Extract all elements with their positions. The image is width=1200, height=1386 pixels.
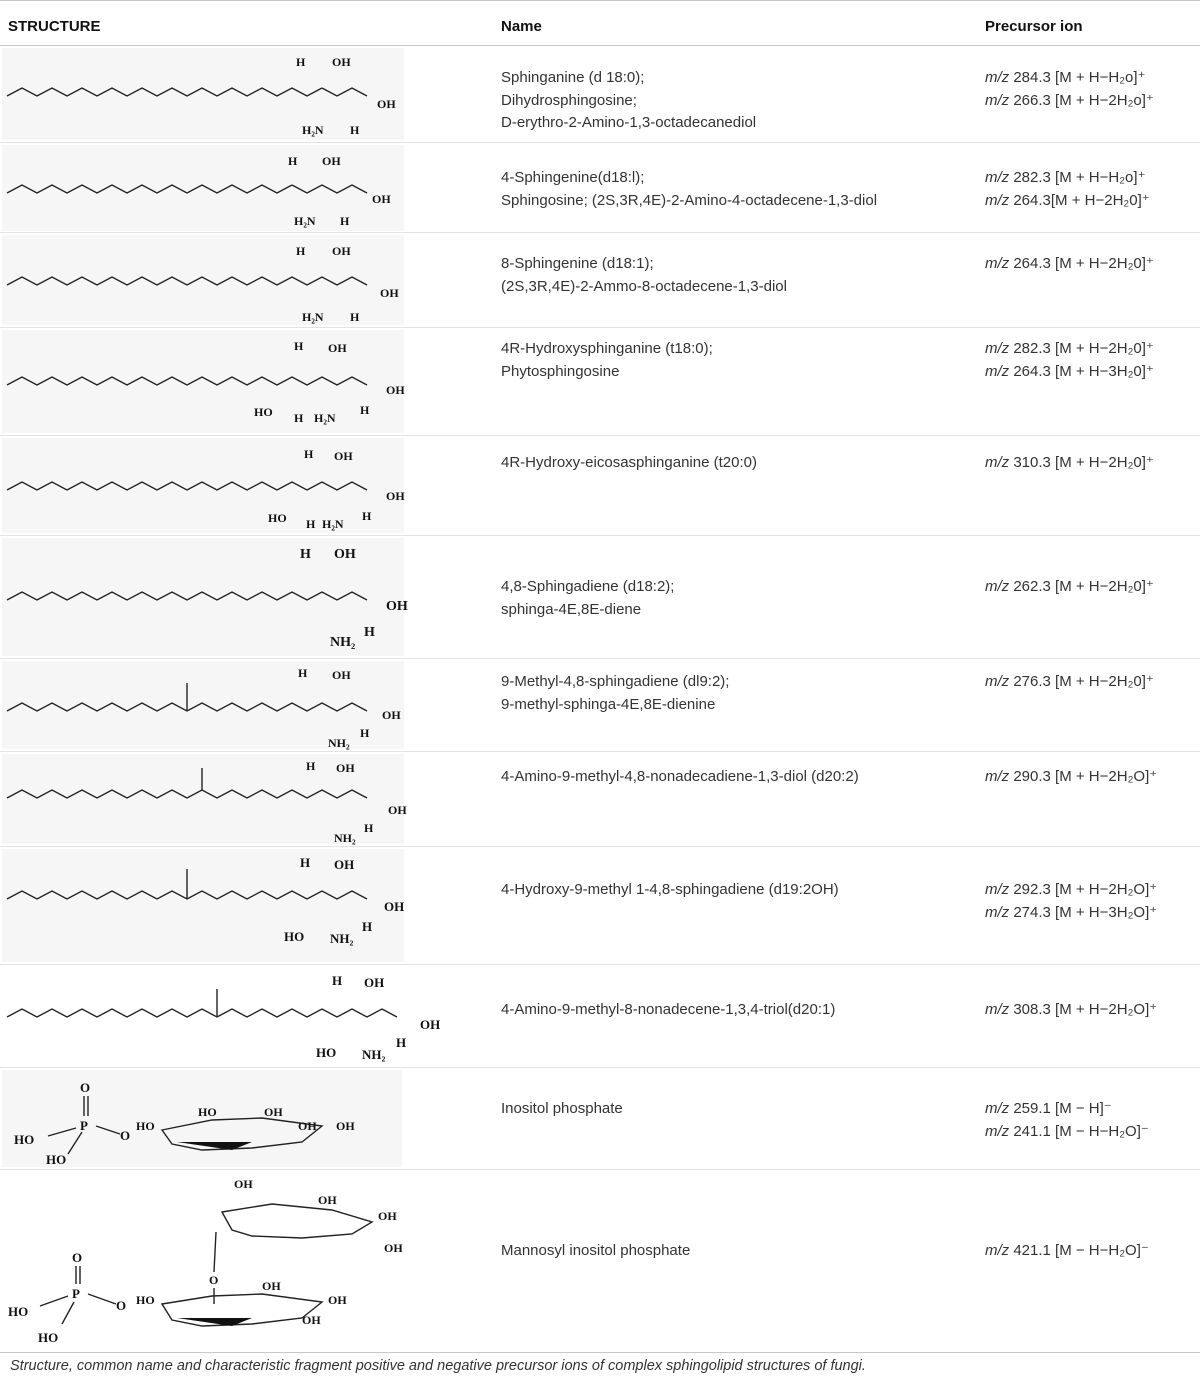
ho-label: HO xyxy=(284,929,305,944)
oh-label: OH xyxy=(318,1193,337,1207)
compound-name: 8-Sphingenine (d18:1); (2S,3R,4E)-2-Ammo-8-octadecene-1,3-diol xyxy=(501,255,787,295)
nh2-label: NH₂ xyxy=(328,736,350,750)
sphingosine-structure xyxy=(2,145,404,231)
oh-label: OH xyxy=(386,489,405,503)
structure-image xyxy=(2,1172,422,1348)
structure-image xyxy=(2,48,404,140)
ho-label: HO xyxy=(46,1152,67,1167)
oh-label: OH xyxy=(377,97,396,111)
hydroxy-methyl-sphingadiene-structure xyxy=(2,849,404,962)
table-header xyxy=(0,0,1200,46)
h-label: H xyxy=(360,403,370,417)
structure-image xyxy=(2,145,404,231)
ho-label: HO xyxy=(14,1132,35,1147)
nh2-label: NH₂ xyxy=(362,1047,386,1062)
h-label: H xyxy=(296,244,306,258)
precursor-ions: m/z 308.3 [M + H−2H₂O]⁺ xyxy=(985,1001,1158,1018)
structure-image xyxy=(2,754,407,845)
table-row xyxy=(0,659,1200,752)
compound-name: 4,8-Sphingadiene (d18:2); sphinga-4E,8E-diene xyxy=(501,578,675,618)
ho-label: HO xyxy=(254,405,273,419)
precursor-ions: m/z 310.3 [M + H−2H₂0]⁺ xyxy=(985,454,1154,471)
oh-label: OH xyxy=(262,1279,281,1293)
o-label: O xyxy=(80,1080,91,1095)
precursor-ions: m/z 276.3 [M + H−2H₂0]⁺ xyxy=(985,673,1154,690)
oh-label: OH xyxy=(384,899,405,914)
table-row xyxy=(0,328,1200,436)
oh-label: OH xyxy=(298,1119,317,1133)
o-label: O xyxy=(116,1298,127,1313)
col-precursor-ion: Precursor ion xyxy=(985,18,1083,35)
ho-label: HO xyxy=(8,1304,29,1319)
h-label: H xyxy=(300,547,311,562)
h-label: H xyxy=(294,339,304,353)
table-caption: Structure, common name and characteristic fragment positive and negative precursor ions of complex sphingolipid structures of fungi. xyxy=(10,1358,866,1374)
oh-label: OH xyxy=(328,341,347,355)
h-label: H xyxy=(296,55,306,69)
oh-label: OH xyxy=(334,449,353,463)
oh-label: OH xyxy=(302,1313,321,1327)
compound-name: 4-Amino-9-methyl-4,8-nonadecadiene-1,3-diol (d20:2) xyxy=(501,768,859,785)
h-label: H xyxy=(396,1035,407,1050)
o-label: O xyxy=(120,1128,131,1143)
structure-image xyxy=(2,1070,402,1167)
inositol-phosphate-structure xyxy=(2,1070,402,1167)
oh-label: OH xyxy=(378,1209,397,1223)
h-label: H xyxy=(350,310,360,324)
oh-label: OH xyxy=(386,599,408,614)
phytosphingosine-structure xyxy=(2,330,404,433)
ho-label: HO xyxy=(136,1119,155,1133)
h-label: H xyxy=(340,214,350,228)
precursor-ions: m/z 259.1 [M − H]⁻ m/z 241.1 [M − H−H₂O]⁻ xyxy=(985,1100,1149,1140)
h2n-label: H₂N xyxy=(302,123,324,137)
table-bottom-rule xyxy=(0,1352,1200,1353)
h-label: H xyxy=(300,855,311,870)
h-label: H xyxy=(364,821,374,835)
col-name: Name xyxy=(501,18,542,35)
h-label: H xyxy=(332,973,343,988)
structure-image xyxy=(2,235,404,325)
compound-name: 4R-Hydroxysphinganine (t18:0); Phytosphingosine xyxy=(501,340,713,380)
compound-name: 9-Methyl-4,8-sphingadiene (dl9:2); 9-methyl-sphinga-4E,8E-dienine xyxy=(501,673,730,713)
h-label: H xyxy=(362,919,373,934)
oh-label: OH xyxy=(234,1177,253,1191)
oh-label: OH xyxy=(386,383,405,397)
h-label: H xyxy=(294,411,304,425)
compound-name: Mannosyl inositol phosphate xyxy=(501,1242,691,1259)
oh-label: OH xyxy=(372,192,391,206)
ho-label: HO xyxy=(38,1330,59,1345)
h-label: H xyxy=(362,509,372,523)
table-row xyxy=(0,752,1200,847)
oh-label: OH xyxy=(382,708,401,722)
oh-label: OH xyxy=(322,154,341,168)
h-label: H xyxy=(306,759,316,773)
o-label: O xyxy=(209,1273,219,1287)
mannosyl-inositol-phosphate-structure xyxy=(2,1172,422,1348)
table-row xyxy=(0,436,1200,536)
o-label: O xyxy=(72,1250,83,1265)
h-label: H xyxy=(298,666,308,680)
compound-name: Inositol phosphate xyxy=(501,1100,623,1117)
precursor-ions: m/z 421.1 [M − H−H₂O]⁻ xyxy=(985,1242,1149,1259)
amino-methyl-nonadecene-triol-structure xyxy=(2,967,442,1065)
table-row xyxy=(0,233,1200,328)
sphingadiene-structure xyxy=(2,538,408,656)
structure-image xyxy=(2,538,408,656)
sphinganine-structure xyxy=(2,48,404,140)
h-label: H xyxy=(306,517,316,531)
h2n-label: H₂N xyxy=(294,214,316,228)
h2n-label: H₂N xyxy=(322,517,344,531)
compound-name: Sphinganine (d 18:0); Dihydrosphingosine; D-erythro-2-Amino-1,3-octadecanediol xyxy=(501,69,757,131)
table-row xyxy=(0,965,1200,1068)
table-row xyxy=(0,143,1200,233)
oh-label: OH xyxy=(264,1105,283,1119)
precursor-ions: m/z 282.3 [M + H−H₂o]⁺ m/z 264.3[M + H−2H₂0]⁺ xyxy=(985,169,1150,209)
nh2-label: NH₂ xyxy=(330,635,356,650)
eicosasphinganine-structure xyxy=(2,438,404,533)
compound-name: 4-Amino-9-methyl-8-nonadecene-1,3,4-triol(d20:1) xyxy=(501,1001,836,1018)
precursor-ions: m/z 290.3 [M + H−2H₂O]⁺ xyxy=(985,768,1158,785)
oh-label: OH xyxy=(380,286,399,300)
nh2-label: NH₂ xyxy=(330,931,354,946)
precursor-ions: m/z 262.3 [M + H−2H₂0]⁺ xyxy=(985,578,1154,595)
table-row xyxy=(0,1170,1200,1352)
h-label: H xyxy=(360,726,370,740)
oh-label: OH xyxy=(334,857,355,872)
oh-label: OH xyxy=(332,244,351,258)
precursor-ions: m/z 264.3 [M + H−2H₂0]⁺ xyxy=(985,255,1154,272)
nh2-label: NH₂ xyxy=(334,831,356,845)
p-label: P xyxy=(80,1118,88,1133)
structure-image xyxy=(2,849,404,962)
compound-name: 4-Hydroxy-9-methyl 1-4,8-sphingadiene (d19:2OH) xyxy=(501,881,839,898)
ho-label: HO xyxy=(268,511,287,525)
oh-label: OH xyxy=(336,761,355,775)
table-row xyxy=(0,847,1200,965)
table-row xyxy=(0,536,1200,659)
table-row xyxy=(0,46,1200,143)
amino-methyl-nonadecadiene-structure xyxy=(2,754,407,845)
h2n-label: H₂N xyxy=(314,411,336,425)
h-label: H xyxy=(288,154,298,168)
ho-label: HO xyxy=(136,1293,155,1307)
compound-name: 4R-Hydroxy-eicosasphinganine (t20:0) xyxy=(501,454,757,471)
oh-label: OH xyxy=(332,55,351,69)
oh-label: OH xyxy=(334,547,356,562)
ho-label: HO xyxy=(316,1045,337,1060)
structure-image xyxy=(2,330,404,433)
structure-image xyxy=(2,438,404,533)
precursor-ions: m/z 292.3 [M + H−2H₂O]⁺ m/z 274.3 [M + H−3H₂O]⁺ xyxy=(985,881,1158,921)
h2n-label: H₂N xyxy=(302,310,324,324)
oh-label: OH xyxy=(420,1017,441,1032)
sphingenine-8-structure xyxy=(2,235,404,325)
precursor-ions: m/z 282.3 [M + H−2H₂0]⁺ m/z 264.3 [M + H−3H₂0]⁺ xyxy=(985,340,1154,380)
oh-label: OH xyxy=(384,1241,403,1255)
structure-image xyxy=(2,661,404,749)
oh-label: OH xyxy=(332,668,351,682)
oh-label: OH xyxy=(364,975,385,990)
h-label: H xyxy=(304,447,314,461)
compound-name: 4-Sphingenine(d18:l); Sphingosine; (2S,3R,4E)-2-Amino-4-octadecene-1,3-diol xyxy=(501,169,878,209)
ho-label: HO xyxy=(198,1105,217,1119)
p-label: P xyxy=(72,1286,80,1301)
oh-label: OH xyxy=(328,1293,347,1307)
col-structure: STRUCTURE xyxy=(8,18,101,35)
precursor-ions: m/z 284.3 [M + H−H₂o]⁺ m/z 266.3 [M + H−2H₂o]⁺ xyxy=(985,69,1154,109)
structure-image xyxy=(2,967,442,1065)
table-row xyxy=(0,1068,1200,1170)
oh-label: OH xyxy=(336,1119,355,1133)
h-label: H xyxy=(364,625,375,640)
methyl-sphingadiene-structure xyxy=(2,661,404,749)
h-label: H xyxy=(350,123,360,137)
oh-label: OH xyxy=(388,803,407,817)
